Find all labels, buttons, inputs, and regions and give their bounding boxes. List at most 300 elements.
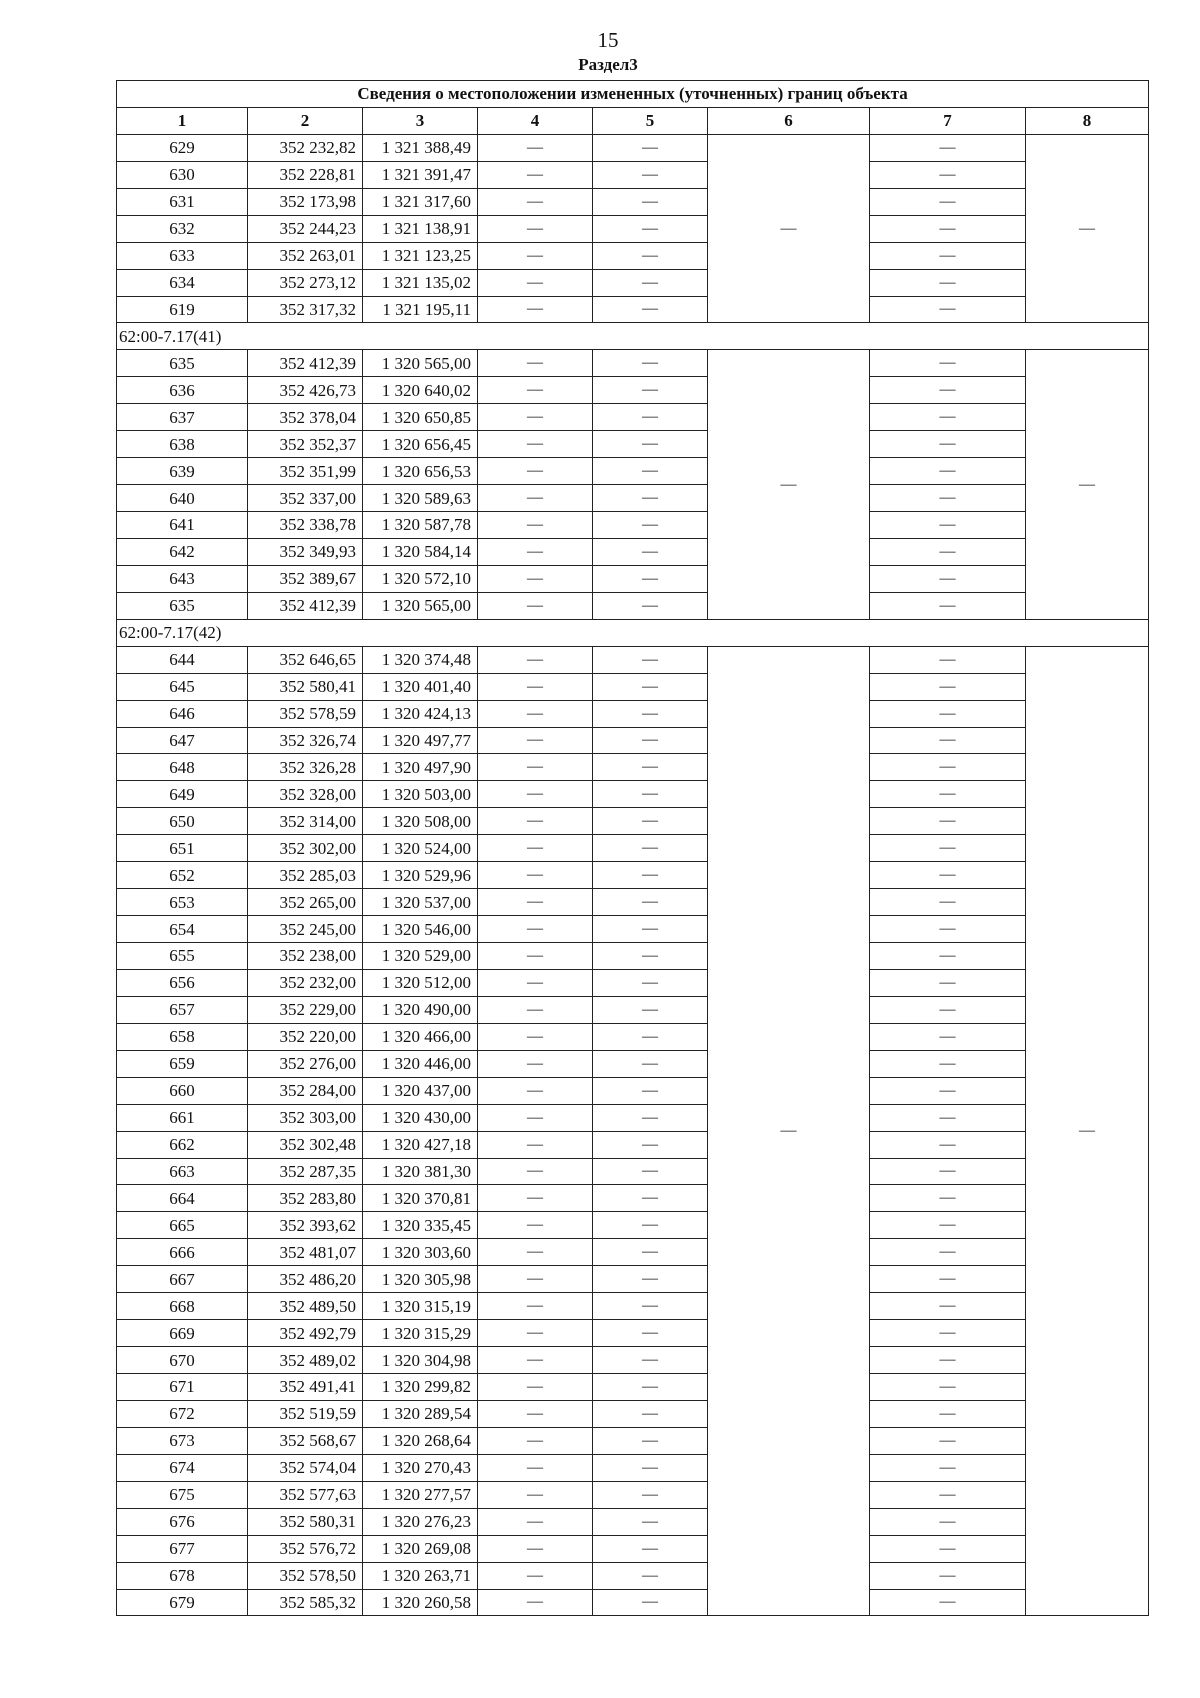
- column-5-cell: —: [593, 700, 708, 727]
- column-8-merged-cell: —: [1026, 134, 1149, 323]
- column-7-cell: —: [870, 1023, 1026, 1050]
- column-5-cell: —: [593, 485, 708, 512]
- column-header: 8: [1026, 107, 1149, 134]
- x-coordinate-cell: 352 580,31: [248, 1508, 363, 1535]
- column-4-cell: —: [478, 1104, 593, 1131]
- column-7-cell: —: [870, 404, 1026, 431]
- column-5-cell: —: [593, 1508, 708, 1535]
- point-number-cell: 619: [117, 296, 248, 323]
- table-row: [117, 1050, 1149, 1077]
- column-7-cell: —: [870, 996, 1026, 1023]
- table-row: [117, 161, 1149, 188]
- column-4-cell: —: [478, 592, 593, 619]
- column-7-cell: —: [870, 1589, 1026, 1616]
- x-coordinate-cell: 352 585,32: [248, 1589, 363, 1616]
- column-7-cell: —: [870, 1320, 1026, 1347]
- table-row: [117, 889, 1149, 916]
- y-coordinate-cell: 1 321 135,02: [363, 269, 478, 296]
- y-coordinate-cell: 1 320 263,71: [363, 1562, 478, 1589]
- y-coordinate-cell: 1 320 424,13: [363, 700, 478, 727]
- column-7-cell: —: [870, 1508, 1026, 1535]
- point-number-cell: 640: [117, 485, 248, 512]
- column-5-cell: —: [593, 134, 708, 161]
- column-5-cell: —: [593, 512, 708, 539]
- column-4-cell: —: [478, 269, 593, 296]
- point-number-cell: 665: [117, 1212, 248, 1239]
- x-coordinate-cell: 352 328,00: [248, 781, 363, 808]
- y-coordinate-cell: 1 320 584,14: [363, 538, 478, 565]
- column-7-cell: —: [870, 916, 1026, 943]
- table-row: [117, 431, 1149, 458]
- column-7-cell: —: [870, 377, 1026, 404]
- column-4-cell: —: [478, 1293, 593, 1320]
- table-row: [117, 646, 1149, 673]
- column-4-cell: —: [478, 1400, 593, 1427]
- column-4-cell: —: [478, 431, 593, 458]
- column-5-cell: —: [593, 269, 708, 296]
- table-row: [117, 1185, 1149, 1212]
- column-7-cell: —: [870, 1266, 1026, 1293]
- point-number-cell: 677: [117, 1535, 248, 1562]
- column-4-cell: —: [478, 1562, 593, 1589]
- column-7-cell: —: [870, 1400, 1026, 1427]
- x-coordinate-cell: 352 426,73: [248, 377, 363, 404]
- x-coordinate-cell: 352 244,23: [248, 215, 363, 242]
- table-row: [117, 700, 1149, 727]
- column-4-cell: —: [478, 1481, 593, 1508]
- column-7-cell: —: [870, 1454, 1026, 1481]
- column-5-cell: —: [593, 350, 708, 377]
- x-coordinate-cell: 352 302,48: [248, 1131, 363, 1158]
- column-4-cell: —: [478, 1347, 593, 1374]
- column-4-cell: —: [478, 646, 593, 673]
- table-row: [117, 1023, 1149, 1050]
- x-coordinate-cell: 352 351,99: [248, 458, 363, 485]
- column-5-cell: —: [593, 943, 708, 970]
- point-number-cell: 674: [117, 1454, 248, 1481]
- x-coordinate-cell: 352 574,04: [248, 1454, 363, 1481]
- column-7-cell: —: [870, 296, 1026, 323]
- table-row: [117, 269, 1149, 296]
- point-number-cell: 639: [117, 458, 248, 485]
- column-header: 4: [478, 107, 593, 134]
- table-row: [117, 1104, 1149, 1131]
- x-coordinate-cell: 352 283,80: [248, 1185, 363, 1212]
- x-coordinate-cell: 352 285,03: [248, 862, 363, 889]
- column-4-cell: —: [478, 1212, 593, 1239]
- column-4-cell: —: [478, 458, 593, 485]
- table-row: [117, 943, 1149, 970]
- point-number-cell: 676: [117, 1508, 248, 1535]
- column-7-cell: —: [870, 269, 1026, 296]
- table-row: [117, 1562, 1149, 1589]
- column-4-cell: —: [478, 1050, 593, 1077]
- column-5-cell: —: [593, 431, 708, 458]
- y-coordinate-cell: 1 320 276,23: [363, 1508, 478, 1535]
- column-7-cell: —: [870, 458, 1026, 485]
- column-4-cell: —: [478, 673, 593, 700]
- point-number-cell: 664: [117, 1185, 248, 1212]
- table-row: [117, 1589, 1149, 1616]
- column-5-cell: —: [593, 215, 708, 242]
- point-number-cell: 667: [117, 1266, 248, 1293]
- column-5-cell: —: [593, 592, 708, 619]
- table-row: [117, 188, 1149, 215]
- column-5-cell: —: [593, 889, 708, 916]
- x-coordinate-cell: 352 491,41: [248, 1374, 363, 1401]
- point-number-cell: 632: [117, 215, 248, 242]
- point-number-cell: 656: [117, 969, 248, 996]
- y-coordinate-cell: 1 320 529,96: [363, 862, 478, 889]
- x-coordinate-cell: 352 349,93: [248, 538, 363, 565]
- segment-heading-row: [117, 323, 1149, 350]
- point-number-cell: 657: [117, 996, 248, 1023]
- table-row: [117, 1212, 1149, 1239]
- y-coordinate-cell: 1 320 656,53: [363, 458, 478, 485]
- column-5-cell: —: [593, 1374, 708, 1401]
- table-row: [117, 1320, 1149, 1347]
- column-4-cell: —: [478, 296, 593, 323]
- point-number-cell: 666: [117, 1239, 248, 1266]
- column-4-cell: —: [478, 188, 593, 215]
- y-coordinate-cell: 1 320 335,45: [363, 1212, 478, 1239]
- x-coordinate-cell: 352 578,59: [248, 700, 363, 727]
- point-number-cell: 634: [117, 269, 248, 296]
- y-coordinate-cell: 1 320 565,00: [363, 592, 478, 619]
- column-5-cell: —: [593, 969, 708, 996]
- point-number-cell: 629: [117, 134, 248, 161]
- point-number-cell: 633: [117, 242, 248, 269]
- point-number-cell: 631: [117, 188, 248, 215]
- table-row: [117, 1266, 1149, 1293]
- point-number-cell: 653: [117, 889, 248, 916]
- column-5-cell: —: [593, 996, 708, 1023]
- point-number-cell: 679: [117, 1589, 248, 1616]
- column-5-cell: —: [593, 673, 708, 700]
- x-coordinate-cell: 352 284,00: [248, 1077, 363, 1104]
- column-4-cell: —: [478, 1239, 593, 1266]
- y-coordinate-cell: 1 321 123,25: [363, 242, 478, 269]
- column-7-cell: —: [870, 431, 1026, 458]
- y-coordinate-cell: 1 320 430,00: [363, 1104, 478, 1131]
- x-coordinate-cell: 352 481,07: [248, 1239, 363, 1266]
- column-4-cell: —: [478, 1535, 593, 1562]
- section-title: Раздел3: [578, 55, 638, 74]
- x-coordinate-cell: 352 412,39: [248, 350, 363, 377]
- column-5-cell: —: [593, 565, 708, 592]
- column-5-cell: —: [593, 916, 708, 943]
- y-coordinate-cell: 1 320 656,45: [363, 431, 478, 458]
- y-coordinate-cell: 1 320 524,00: [363, 835, 478, 862]
- column-7-cell: —: [870, 1185, 1026, 1212]
- x-coordinate-cell: 352 580,41: [248, 673, 363, 700]
- y-coordinate-cell: 1 320 466,00: [363, 1023, 478, 1050]
- point-number-cell: 652: [117, 862, 248, 889]
- table-row: [117, 1400, 1149, 1427]
- column-7-cell: —: [870, 592, 1026, 619]
- column-5-cell: —: [593, 1239, 708, 1266]
- column-5-cell: —: [593, 404, 708, 431]
- column-4-cell: —: [478, 889, 593, 916]
- y-coordinate-cell: 1 320 572,10: [363, 565, 478, 592]
- column-7-cell: —: [870, 754, 1026, 781]
- column-7-cell: —: [870, 1158, 1026, 1185]
- column-7-cell: —: [870, 781, 1026, 808]
- x-coordinate-cell: 352 389,67: [248, 565, 363, 592]
- column-header: 1: [117, 107, 248, 134]
- column-5-cell: —: [593, 727, 708, 754]
- column-4-cell: —: [478, 781, 593, 808]
- column-7-cell: —: [870, 538, 1026, 565]
- table-row: [117, 835, 1149, 862]
- column-header-row: [117, 107, 1149, 134]
- point-number-cell: 669: [117, 1320, 248, 1347]
- table-row: [117, 458, 1149, 485]
- y-coordinate-cell: 1 320 277,57: [363, 1481, 478, 1508]
- column-4-cell: —: [478, 1023, 593, 1050]
- y-coordinate-cell: 1 320 315,29: [363, 1320, 478, 1347]
- point-number-cell: 651: [117, 835, 248, 862]
- x-coordinate-cell: 352 232,82: [248, 134, 363, 161]
- y-coordinate-cell: 1 320 490,00: [363, 996, 478, 1023]
- point-number-cell: 650: [117, 808, 248, 835]
- y-coordinate-cell: 1 320 589,63: [363, 485, 478, 512]
- table-row: [117, 781, 1149, 808]
- column-5-cell: —: [593, 1131, 708, 1158]
- column-5-cell: —: [593, 862, 708, 889]
- column-5-cell: —: [593, 242, 708, 269]
- y-coordinate-cell: 1 320 640,02: [363, 377, 478, 404]
- column-7-cell: —: [870, 1481, 1026, 1508]
- point-number-cell: 671: [117, 1374, 248, 1401]
- point-number-cell: 649: [117, 781, 248, 808]
- point-number-cell: 642: [117, 538, 248, 565]
- y-coordinate-cell: 1 320 268,64: [363, 1427, 478, 1454]
- column-header: 7: [870, 107, 1026, 134]
- point-number-cell: 675: [117, 1481, 248, 1508]
- point-number-cell: 635: [117, 592, 248, 619]
- point-number-cell: 645: [117, 673, 248, 700]
- column-7-cell: —: [870, 1077, 1026, 1104]
- point-number-cell: 648: [117, 754, 248, 781]
- column-5-cell: —: [593, 1212, 708, 1239]
- x-coordinate-cell: 352 646,65: [248, 646, 363, 673]
- segment-heading: 62:00-7.17(42): [117, 619, 1149, 646]
- point-number-cell: 654: [117, 916, 248, 943]
- table-row: [117, 1481, 1149, 1508]
- x-coordinate-cell: 352 578,50: [248, 1562, 363, 1589]
- point-number-cell: 670: [117, 1347, 248, 1374]
- column-5-cell: —: [593, 161, 708, 188]
- column-7-cell: —: [870, 1131, 1026, 1158]
- column-5-cell: —: [593, 1347, 708, 1374]
- y-coordinate-cell: 1 320 401,40: [363, 673, 478, 700]
- table-row: [117, 215, 1149, 242]
- table-row: [117, 242, 1149, 269]
- x-coordinate-cell: 352 492,79: [248, 1320, 363, 1347]
- table-row: [117, 1508, 1149, 1535]
- column-4-cell: —: [478, 350, 593, 377]
- column-7-cell: —: [870, 835, 1026, 862]
- x-coordinate-cell: 352 303,00: [248, 1104, 363, 1131]
- table-row: [117, 754, 1149, 781]
- table-row: [117, 1535, 1149, 1562]
- x-coordinate-cell: 352 229,00: [248, 996, 363, 1023]
- x-coordinate-cell: 352 173,98: [248, 188, 363, 215]
- table-body: [117, 134, 1149, 1616]
- column-5-cell: —: [593, 1589, 708, 1616]
- y-coordinate-cell: 1 320 437,00: [363, 1077, 478, 1104]
- column-header: 6: [708, 107, 870, 134]
- column-5-cell: —: [593, 1158, 708, 1185]
- x-coordinate-cell: 352 265,00: [248, 889, 363, 916]
- x-coordinate-cell: 352 317,32: [248, 296, 363, 323]
- point-number-cell: 672: [117, 1400, 248, 1427]
- column-5-cell: —: [593, 1427, 708, 1454]
- column-4-cell: —: [478, 1158, 593, 1185]
- y-coordinate-cell: 1 320 529,00: [363, 943, 478, 970]
- column-7-cell: —: [870, 188, 1026, 215]
- table-row: [117, 485, 1149, 512]
- table-row: [117, 134, 1149, 161]
- y-coordinate-cell: 1 320 269,08: [363, 1535, 478, 1562]
- column-7-cell: —: [870, 700, 1026, 727]
- y-coordinate-cell: 1 320 374,48: [363, 646, 478, 673]
- point-number-cell: 646: [117, 700, 248, 727]
- x-coordinate-cell: 352 352,37: [248, 431, 363, 458]
- table-row: [117, 1239, 1149, 1266]
- point-number-cell: 663: [117, 1158, 248, 1185]
- column-4-cell: —: [478, 754, 593, 781]
- column-4-cell: —: [478, 512, 593, 539]
- point-number-cell: 660: [117, 1077, 248, 1104]
- point-number-cell: 636: [117, 377, 248, 404]
- column-7-cell: —: [870, 1374, 1026, 1401]
- column-5-cell: —: [593, 1320, 708, 1347]
- column-5-cell: —: [593, 1562, 708, 1589]
- table-row: [117, 1131, 1149, 1158]
- point-number-cell: 630: [117, 161, 248, 188]
- y-coordinate-cell: 1 320 289,54: [363, 1400, 478, 1427]
- point-number-cell: 644: [117, 646, 248, 673]
- x-coordinate-cell: 352 245,00: [248, 916, 363, 943]
- column-4-cell: —: [478, 161, 593, 188]
- segment-heading-row: [117, 619, 1149, 646]
- x-coordinate-cell: 352 412,39: [248, 592, 363, 619]
- column-7-cell: —: [870, 161, 1026, 188]
- column-4-cell: —: [478, 1374, 593, 1401]
- y-coordinate-cell: 1 320 546,00: [363, 916, 478, 943]
- column-4-cell: —: [478, 996, 593, 1023]
- column-4-cell: —: [478, 1508, 593, 1535]
- column-4-cell: —: [478, 485, 593, 512]
- column-5-cell: —: [593, 781, 708, 808]
- x-coordinate-cell: 352 338,78: [248, 512, 363, 539]
- table-row: [117, 404, 1149, 431]
- y-coordinate-cell: 1 320 512,00: [363, 969, 478, 996]
- x-coordinate-cell: 352 393,62: [248, 1212, 363, 1239]
- x-coordinate-cell: 352 287,35: [248, 1158, 363, 1185]
- table-row: [117, 1454, 1149, 1481]
- table-row: [117, 673, 1149, 700]
- x-coordinate-cell: 352 519,59: [248, 1400, 363, 1427]
- x-coordinate-cell: 352 314,00: [248, 808, 363, 835]
- point-number-cell: 655: [117, 943, 248, 970]
- column-8-merged-cell: —: [1026, 350, 1149, 619]
- segment-heading: 62:00-7.17(41): [117, 323, 1149, 350]
- y-coordinate-cell: 1 320 381,30: [363, 1158, 478, 1185]
- column-7-cell: —: [870, 1212, 1026, 1239]
- column-6-merged-cell: —: [708, 134, 870, 323]
- column-7-cell: —: [870, 1050, 1026, 1077]
- column-5-cell: —: [593, 1454, 708, 1481]
- table-row: [117, 808, 1149, 835]
- table-row: [117, 512, 1149, 539]
- column-5-cell: —: [593, 646, 708, 673]
- y-coordinate-cell: 1 320 270,43: [363, 1454, 478, 1481]
- y-coordinate-cell: 1 321 388,49: [363, 134, 478, 161]
- column-4-cell: —: [478, 835, 593, 862]
- table-row: [117, 538, 1149, 565]
- column-4-cell: —: [478, 969, 593, 996]
- table-row: [117, 1293, 1149, 1320]
- column-4-cell: —: [478, 404, 593, 431]
- y-coordinate-cell: 1 320 304,98: [363, 1347, 478, 1374]
- column-7-cell: —: [870, 969, 1026, 996]
- column-5-cell: —: [593, 538, 708, 565]
- table-row: [117, 996, 1149, 1023]
- x-coordinate-cell: 352 276,00: [248, 1050, 363, 1077]
- column-4-cell: —: [478, 700, 593, 727]
- column-header: 5: [593, 107, 708, 134]
- column-header: 2: [248, 107, 363, 134]
- column-4-cell: —: [478, 1185, 593, 1212]
- y-coordinate-cell: 1 321 317,60: [363, 188, 478, 215]
- column-5-cell: —: [593, 1050, 708, 1077]
- column-7-cell: —: [870, 512, 1026, 539]
- column-5-cell: —: [593, 1104, 708, 1131]
- column-5-cell: —: [593, 1481, 708, 1508]
- column-4-cell: —: [478, 377, 593, 404]
- table-row: [117, 1374, 1149, 1401]
- column-4-cell: —: [478, 215, 593, 242]
- point-number-cell: 673: [117, 1427, 248, 1454]
- y-coordinate-cell: 1 320 315,19: [363, 1293, 478, 1320]
- column-4-cell: —: [478, 916, 593, 943]
- column-4-cell: —: [478, 242, 593, 269]
- coordinates-table: [116, 80, 1149, 1616]
- table-row: [117, 1158, 1149, 1185]
- page-number: 15: [597, 28, 619, 52]
- column-8-merged-cell: —: [1026, 646, 1149, 1616]
- column-5-cell: —: [593, 1185, 708, 1212]
- column-4-cell: —: [478, 1427, 593, 1454]
- y-coordinate-cell: 1 320 446,00: [363, 1050, 478, 1077]
- column-7-cell: —: [870, 808, 1026, 835]
- y-coordinate-cell: 1 320 427,18: [363, 1131, 478, 1158]
- column-5-cell: —: [593, 754, 708, 781]
- column-4-cell: —: [478, 727, 593, 754]
- column-7-cell: —: [870, 1104, 1026, 1131]
- x-coordinate-cell: 352 489,50: [248, 1293, 363, 1320]
- y-coordinate-cell: 1 320 537,00: [363, 889, 478, 916]
- column-4-cell: —: [478, 1320, 593, 1347]
- column-4-cell: —: [478, 1589, 593, 1616]
- y-coordinate-cell: 1 320 303,60: [363, 1239, 478, 1266]
- y-coordinate-cell: 1 320 305,98: [363, 1266, 478, 1293]
- column-7-cell: —: [870, 350, 1026, 377]
- column-5-cell: —: [593, 808, 708, 835]
